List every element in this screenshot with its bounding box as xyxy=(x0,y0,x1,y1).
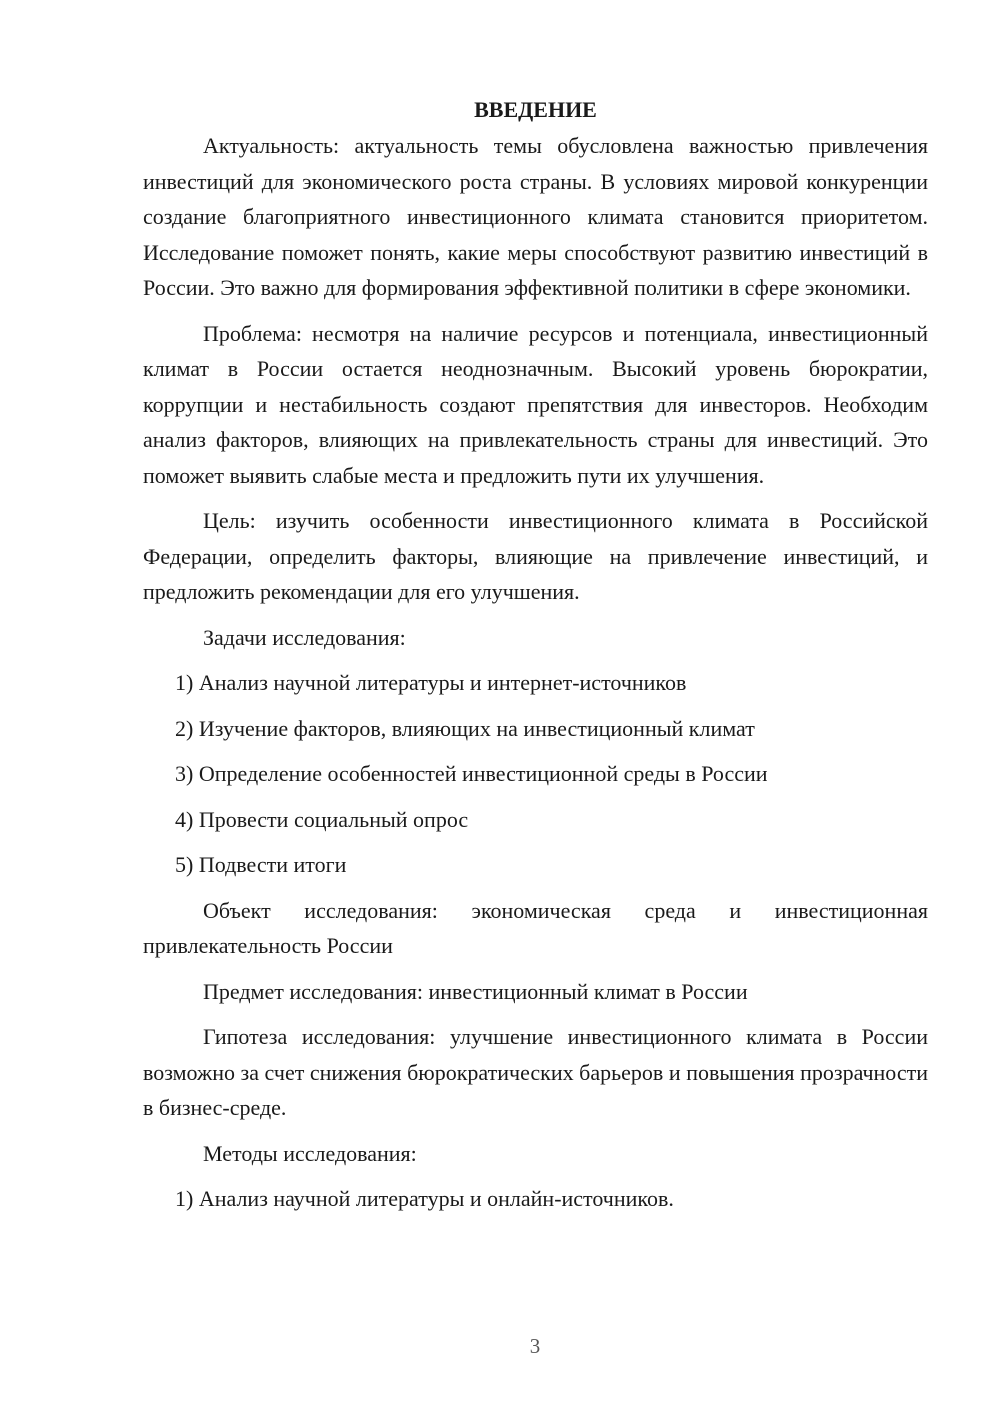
tasks-list xyxy=(143,665,928,883)
page-number: 3 xyxy=(529,1334,541,1358)
paragraph-goal: Цель: изучить особенности инвестиционного климата в Российской Федерации, определить факторы, влияющие на привлечение инвестиций, и предложить рекомендации для его улучшения. xyxy=(143,508,928,604)
methods-heading: Методы исследования: xyxy=(203,1140,417,1166)
paragraph-hypothesis: Гипотеза исследования: улучшение инвестиционного климата в России возможно за счет снижения бюрократических барьеров и повышения прозрачности в бизнес-среде. xyxy=(143,1024,928,1120)
tasks-heading: Задачи исследования: xyxy=(203,624,406,650)
list-item: 1) Анализ научной литературы и интернет-источников xyxy=(175,670,687,695)
section-title: ВВЕДЕНИЕ xyxy=(474,97,597,122)
list-item: 1) Анализ научной литературы и онлайн-источников. xyxy=(175,1186,674,1211)
list-item: 2) Изучение факторов, влияющих на инвестиционный климат xyxy=(175,715,755,741)
paragraph-subject: Предмет исследования: инвестиционный климат в России xyxy=(203,978,748,1004)
list-item: 3) Определение особенностей инвестиционной среды в России xyxy=(175,761,768,786)
document-page xyxy=(143,92,928,1227)
list-item: 5) Подвести итоги xyxy=(175,852,347,877)
list-item: 4) Провести социальный опрос xyxy=(175,806,469,832)
paragraph-object: Объект исследования: экономическая среда и инвестиционная привлекательность России xyxy=(143,897,928,958)
paragraph-relevance: Актуальность: актуальность темы обусловлена важностью привлечения инвестиций для экономического роста страны. В условиях мировой конкуренции создание благоприятного инвестиционного климата становится приоритетом. Исследование поможет понять, какие меры способствуют развитию инвестиций в России. Это важно для формирования эффективной политики в сфере экономики. xyxy=(143,133,928,300)
paragraph-problem: Проблема: несмотря на наличие ресурсов и потенциала, инвестиционный климат в России остается неоднозначным. Высокий уровень бюрократии, коррупции и нестабильность создают препятствия для инвесторов. Необходим анализ факторов, влияющих на привлекательность страны для инвестиций. Это поможет выявить слабые места и предложить пути их улучшения. xyxy=(143,320,928,488)
methods-list xyxy=(143,1181,928,1217)
